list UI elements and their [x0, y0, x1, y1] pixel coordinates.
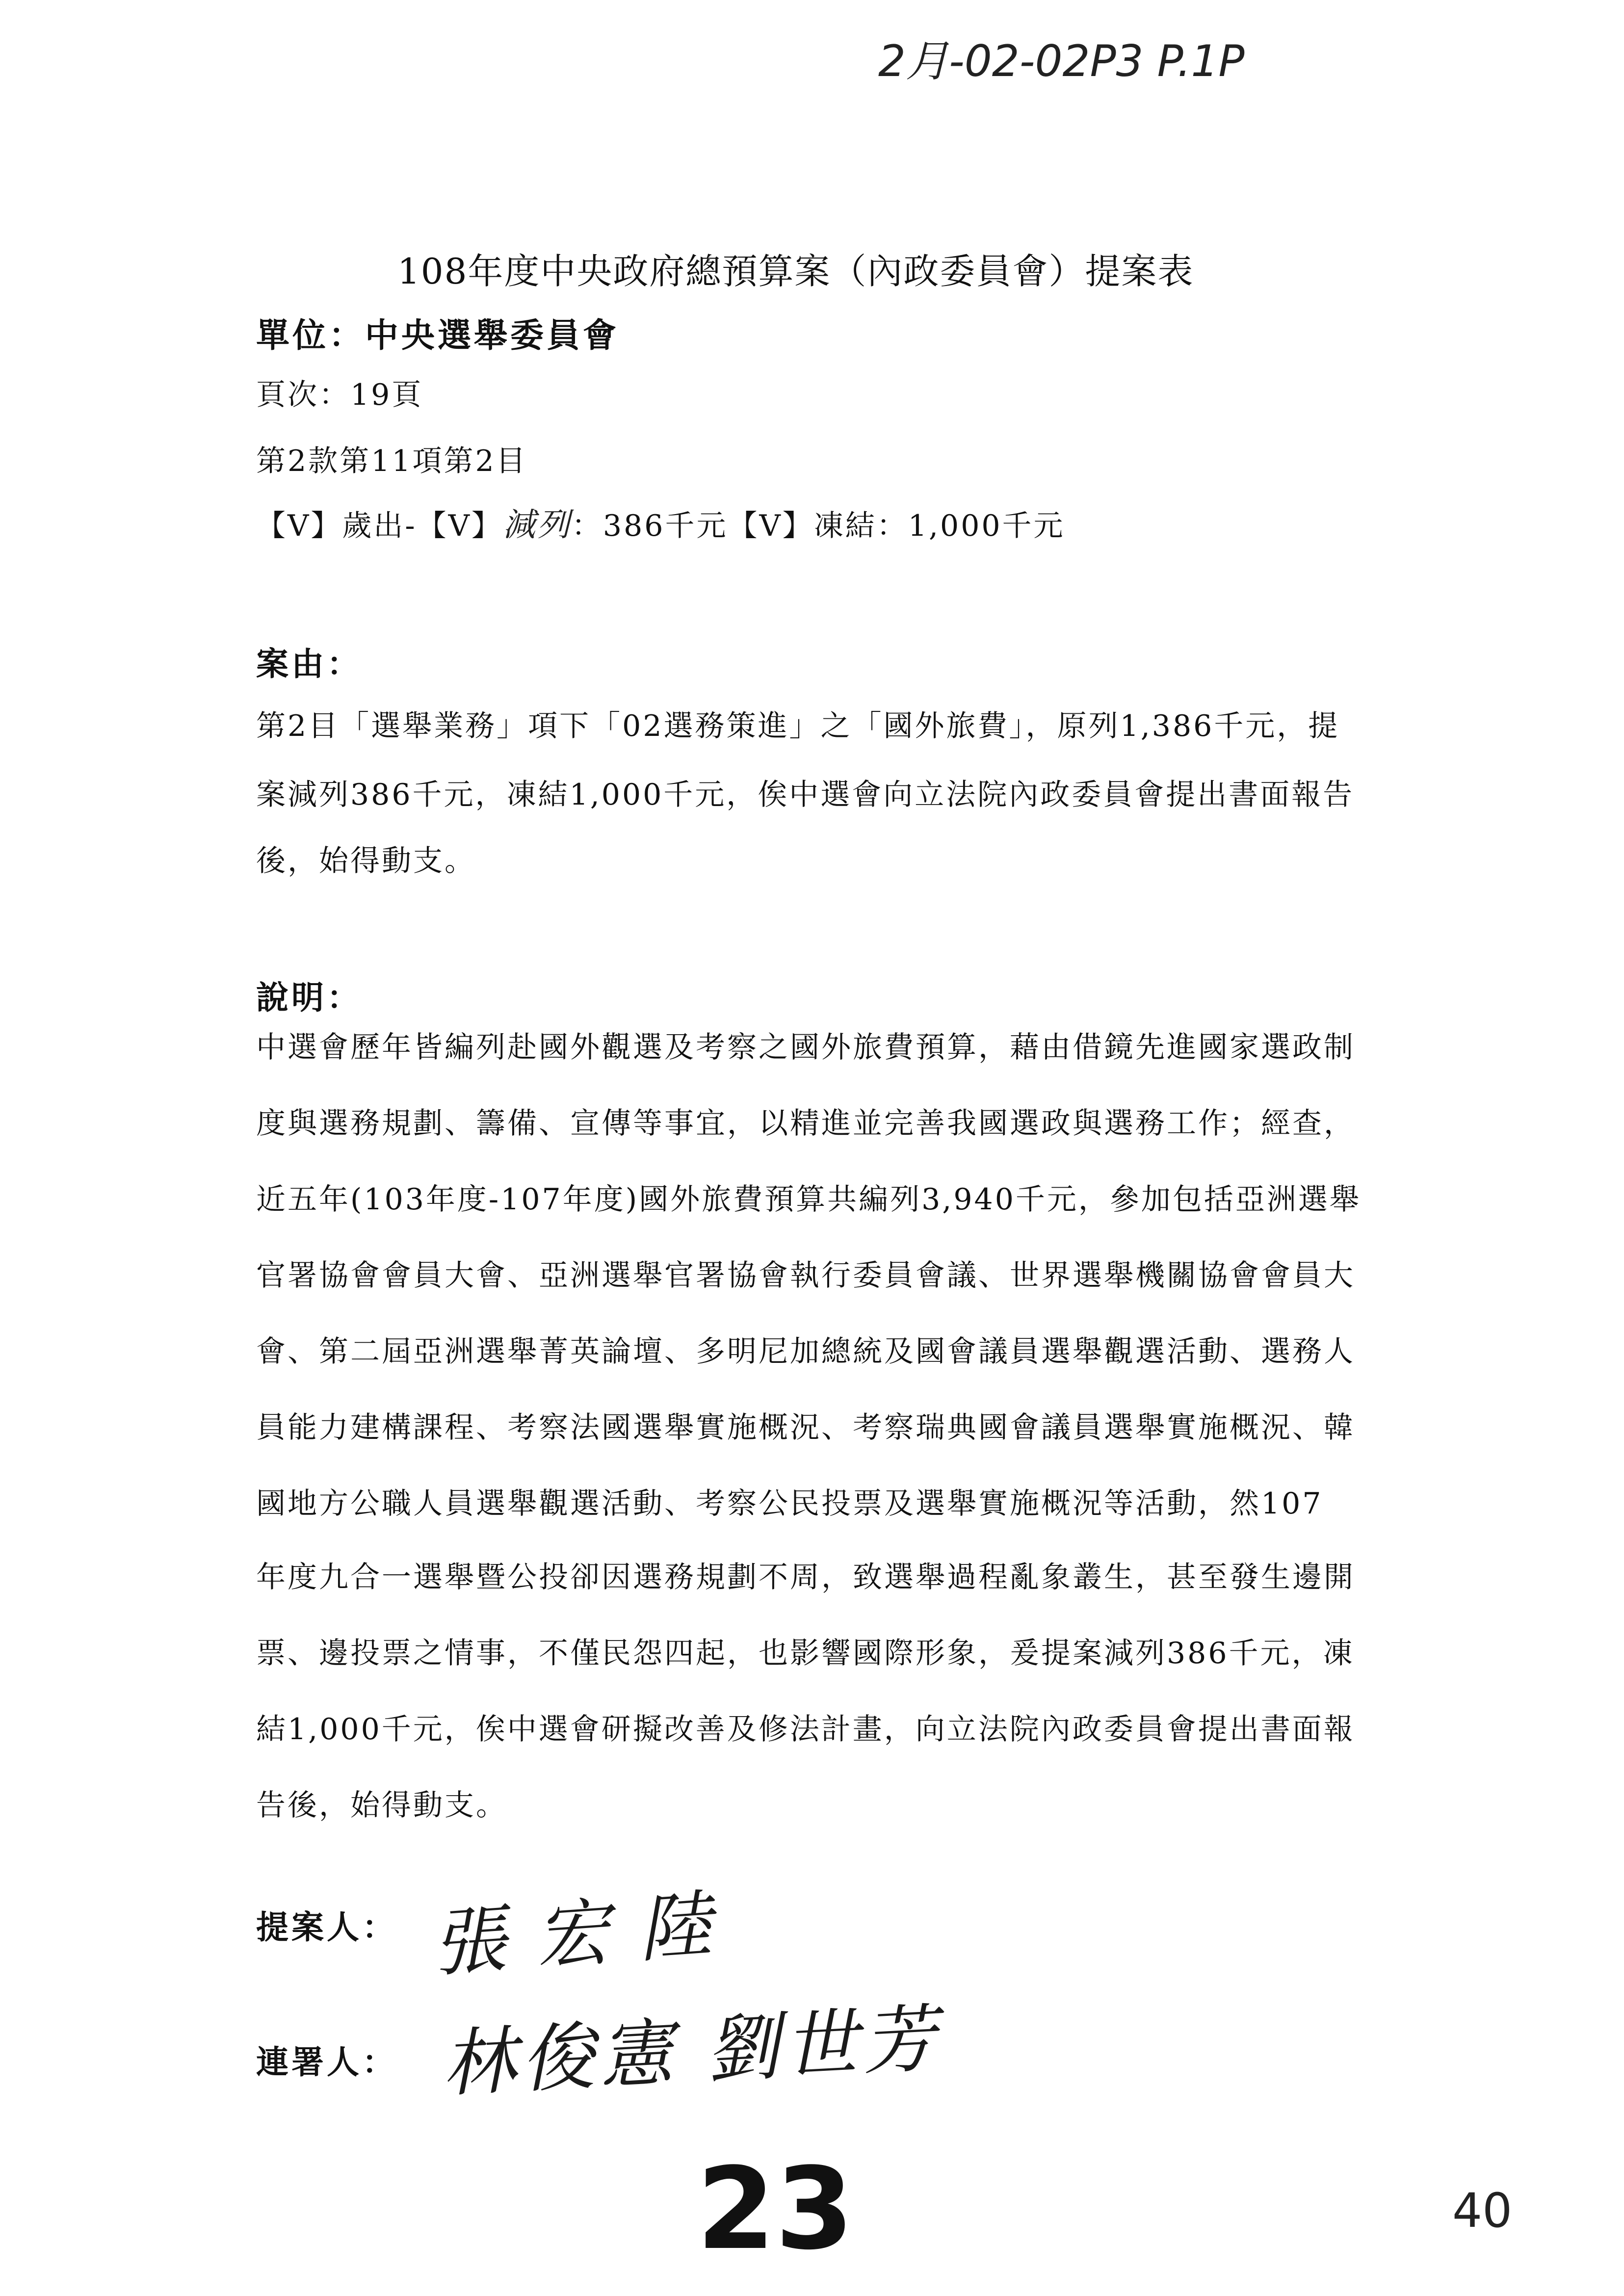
handwritten-page-number: 23: [697, 2144, 854, 2275]
explanation-heading: 說明：: [256, 978, 362, 1017]
cosigner-signature: 林俊憲 劉世芳: [440, 1996, 943, 2108]
explanation-line: 員能力建構課程、考察法國選舉實施概況、考察瑞典國會議員選舉實施概況、韓: [256, 1410, 1355, 1445]
explanation-line: 度與選務規劃、籌備、宣傳等事宜，以精進並完善我國選政與選務工作；經查，: [256, 1106, 1355, 1141]
page-reference: 頁次：19頁: [256, 378, 423, 412]
explanation-line: 國地方公職人員選舉觀選活動、考察公民投票及選舉實施概況等活動，然107: [256, 1487, 1323, 1521]
reason-line: 案減列386千元，凍結1,000千元，俟中選會向立法院內政委員會提出書面報告: [256, 778, 1355, 812]
proposer-signature: 張宏陸: [429, 1880, 744, 1987]
explanation-line: 近五年(103年度-107年度)國外旅費預算共編列3,940千元，參加包括亞洲選舉: [256, 1182, 1361, 1217]
explanation-line: 中選會歷年皆編列赴國外觀選及考察之國外旅費預算，藉由借鏡先進國家選政制: [256, 1030, 1355, 1065]
reason-line: 後，始得動支。: [256, 844, 476, 878]
explanation-line: 結1,000千元，俟中選會研擬改善及修法計畫，向立法院內政委員會提出書面報: [256, 1712, 1355, 1747]
reason-heading: 案由：: [256, 645, 362, 683]
explanation-line: 會、第二屆亞洲選舉菁英論壇、多明尼加總統及國會議員選舉觀選活動、選務人: [256, 1334, 1355, 1369]
budget-action-amounts: ：386千元【V】凍結：1,000千元: [571, 509, 1065, 543]
budget-action-prefix: 【V】歲出-【V】: [256, 509, 503, 543]
handwritten-reduce-word: 減列: [502, 506, 572, 544]
explanation-line: 官署協會會員大會、亞洲選舉官署協會執行委員會議、世界選舉機關協會會員大: [256, 1258, 1355, 1293]
explanation-line: 年度九合一選舉暨公投卻因選務規劃不周，致選舉過程亂象叢生，甚至發生邊開: [256, 1560, 1355, 1594]
unit-line: [256, 309, 619, 357]
corner-page-number: 40: [1452, 2183, 1513, 2238]
explanation-line: 票、邊投票之情事，不僅民怨四起，也影響國際形象，爰提案減列386千元，凍: [256, 1636, 1355, 1670]
budget-action-line: [256, 506, 1065, 544]
proposer-label: 提案人：: [256, 1908, 397, 1946]
explanation-line: 告後，始得動支。: [256, 1788, 507, 1823]
reason-line: 第2目「選舉業務」項下「02選務策進」之「國外旅費」，原列1,386千元，提: [256, 709, 1340, 743]
item-reference: 第2款第11項第2目: [256, 444, 527, 478]
document-title: 108年度中央政府總預算案（內政委員會）提案表: [397, 251, 1194, 292]
handwritten-document-code: 2月-02-02P3 P.1P: [878, 36, 1245, 86]
unit-label: 單位：: [256, 316, 366, 355]
unit-value: 中央選舉委員會: [365, 316, 620, 355]
cosigner-label: 連署人：: [256, 2043, 397, 2081]
